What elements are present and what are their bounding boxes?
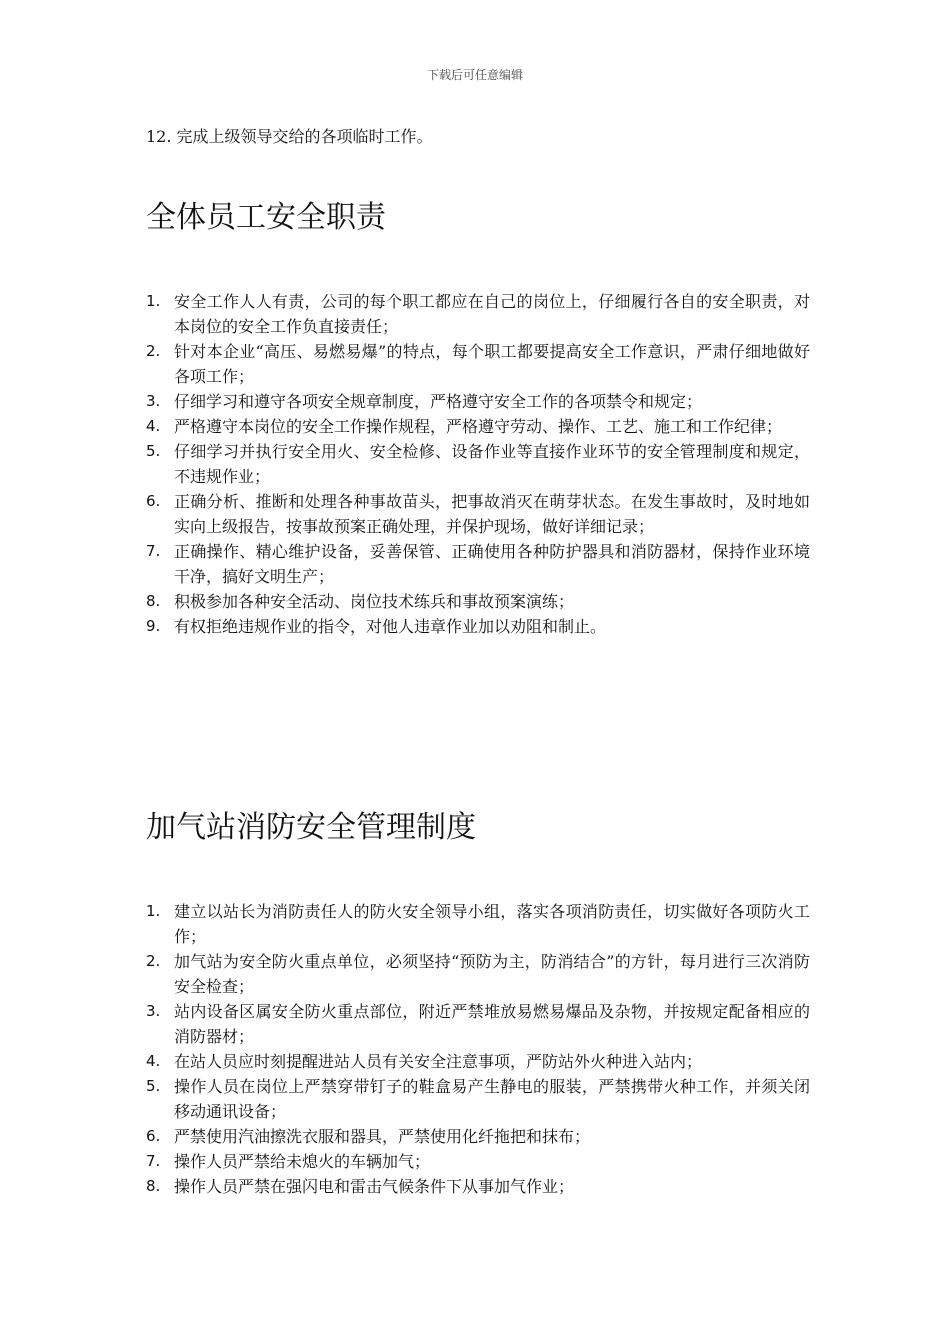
item-text: 加气站为安全防火重点单位，必须坚持“预防为主，防消结合”的方针，每月进行三次消防安全检查； [174, 952, 810, 996]
item-text: 操作人员在岗位上严禁穿带钉子的鞋盒易产生静电的服装，严禁携带火种工作，并须关闭移动通讯设备； [174, 1077, 810, 1121]
list-item [146, 539, 810, 589]
item-text: 操作人员严禁给未熄火的车辆加气； [174, 1152, 431, 1171]
item-number: 8. [146, 1177, 161, 1195]
item-text: 仔细学习并执行安全用火、安全检修、设备作业等直接作业环节的安全管理制度和规定，不违规作业； [174, 442, 810, 486]
list-item [146, 389, 810, 414]
item-text: 正确分析、推断和处理各种事故苗头，把事故消灭在萌芽状态。在发生事故时，及时地如实向上级报告，按事故预案正确处理，并保护现场，做好详细记录； [174, 492, 810, 536]
item-text: 针对本企业“高压、易燃易爆”的特点，每个职工都要提高安全工作意识，严肃仔细地做好各项工作； [174, 342, 810, 386]
item-text: 严格遵守本岗位的安全工作操作规程，严格遵守劳动、操作、工艺、施工和工作纪律； [174, 417, 783, 436]
intro-item: 12. 完成上级领导交给的各项临时工作。 [146, 127, 433, 146]
item-text: 在站人员应时刻提醒进站人员有关安全注意事项，严防站外火种进入站内； [174, 1052, 703, 1071]
list-item [146, 589, 810, 614]
list-item [146, 289, 810, 339]
item-number: 6. [146, 492, 161, 510]
item-number: 4. [146, 417, 161, 435]
list-item [146, 999, 810, 1049]
item-text: 安全工作人人有责，公司的每个职工都应在自己的岗位上，仔细履行各自的安全职责，对本岗位的安全工作负直接责任； [174, 292, 810, 336]
item-text: 积极参加各种安全活动、岗位技术练兵和事故预案演练； [174, 592, 575, 611]
item-text: 有权拒绝违规作业的指令，对他人违章作业加以劝阻和制止。 [174, 617, 607, 636]
item-number: 3. [146, 392, 161, 410]
item-number: 7. [146, 1152, 161, 1170]
list-item [146, 1149, 810, 1174]
item-text: 操作人员严禁在强闪电和雷击气候条件下从事加气作业； [174, 1177, 575, 1196]
item-number: 8. [146, 592, 161, 610]
item-number: 1. [146, 902, 161, 920]
list-item [146, 489, 810, 539]
item-number: 4. [146, 1052, 161, 1070]
list-item [146, 339, 810, 389]
fire-safety-list [146, 899, 810, 1199]
item-number: 7. [146, 542, 161, 560]
section-title-fire-safety: 加气站消防安全管理制度 [146, 810, 476, 845]
page-header: 下载后可任意编辑 [426, 68, 523, 82]
item-number: 1. [146, 292, 161, 310]
item-number: 5. [146, 442, 161, 460]
list-item [146, 899, 810, 949]
list-item [146, 1049, 810, 1074]
item-number: 5. [146, 1077, 161, 1095]
list-item [146, 1124, 810, 1149]
item-text: 站内设备区属安全防火重点部位，附近严禁堆放易燃易爆品及杂物，并按规定配备相应的消防器材； [174, 1002, 810, 1046]
section-title-staff-safety: 全体员工安全职责 [146, 200, 386, 235]
list-item [146, 1174, 810, 1199]
item-text: 建立以站长为消防责任人的防火安全领导小组，落实各项消防责任，切实做好各项防火工作； [174, 902, 810, 946]
item-number: 2. [146, 952, 161, 970]
item-number: 3. [146, 1002, 161, 1020]
list-item [146, 414, 810, 439]
list-item [146, 439, 810, 489]
item-number: 2. [146, 342, 161, 360]
item-text: 正确操作、精心维护设备，妥善保管、正确使用各种防护器具和消防器材，保持作业环境干净，搞好文明生产； [174, 542, 810, 586]
list-item [146, 1074, 810, 1124]
item-text: 仔细学习和遵守各项安全规章制度，严格遵守安全工作的各项禁令和规定； [174, 392, 703, 411]
list-item [146, 614, 810, 639]
item-text: 严禁使用汽油擦洗衣服和器具，严禁使用化纤拖把和抹布； [174, 1127, 591, 1146]
staff-safety-list [146, 289, 810, 639]
list-item [146, 949, 810, 999]
item-number: 6. [146, 1127, 161, 1145]
item-number: 9. [146, 617, 161, 635]
